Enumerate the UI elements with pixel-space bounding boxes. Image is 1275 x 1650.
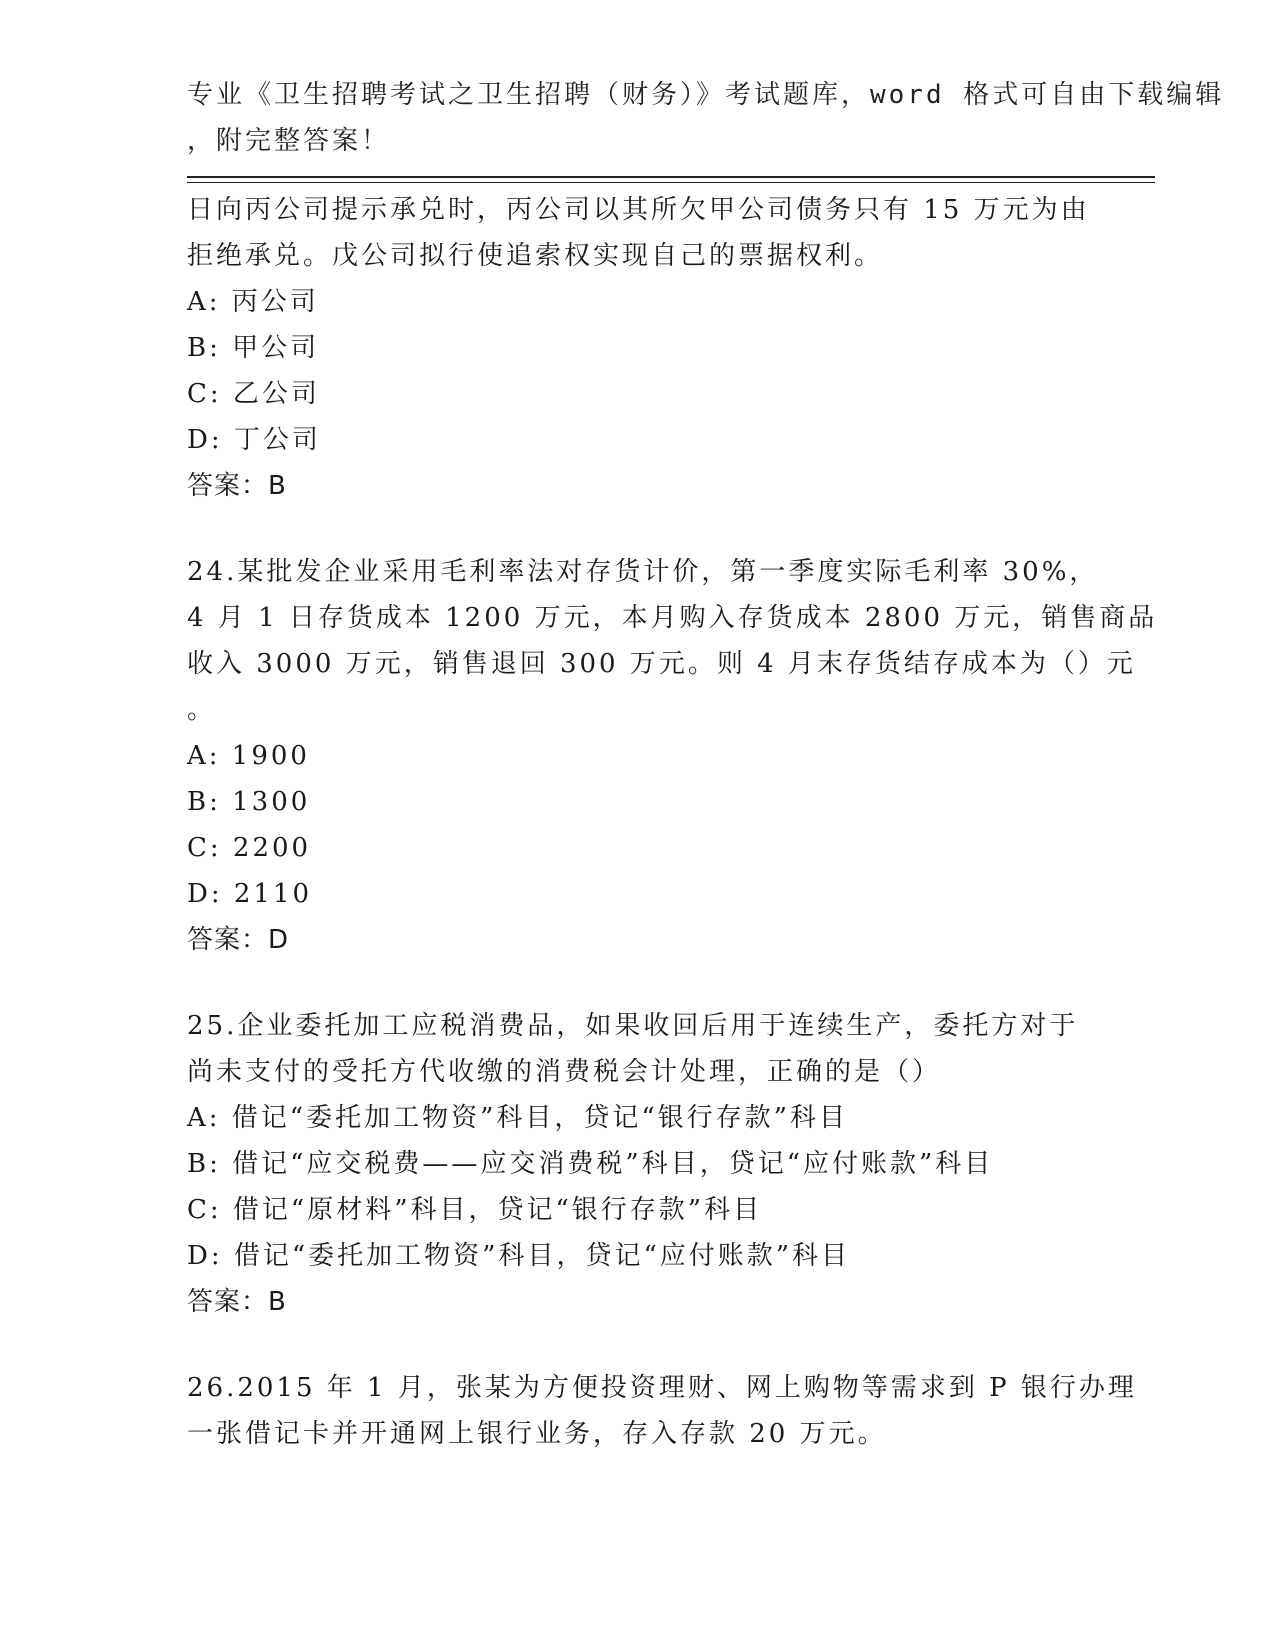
question-24-option-c: C: 2200 (187, 833, 312, 863)
question-spacer (187, 509, 1087, 549)
document-header (187, 72, 1225, 164)
question-23-option-d: D: 丁公司 (187, 425, 321, 455)
question-25 (187, 1003, 1087, 1325)
question-26-line-2: 一张借记卡并开通网上银行业务，存入存款 20 万元。 (187, 1419, 887, 1449)
header-line-1: 专业《卫生招聘考试之卫生招聘（财务）》考试题库，word 格式可自由下载编辑 (187, 80, 1225, 110)
question-23-option-b: B: 甲公司 (187, 333, 320, 363)
question-25-option-a: A: 借记“委托加工物资”科目，贷记“银行存款”科目 (187, 1103, 848, 1133)
question-24 (187, 549, 1158, 963)
question-25-option-d: D: 借记“委托加工物资”科目，贷记“应付账款”科目 (187, 1241, 851, 1271)
question-23-option-a: A: 丙公司 (187, 287, 319, 317)
question-24-line-1: 24.某批发企业采用毛利率法对存货计价，第一季度实际毛利率 30%， (187, 557, 1099, 587)
question-spacer (187, 963, 1087, 1003)
document-body (187, 187, 1158, 1457)
question-25-option-c: C: 借记“原材料”科目，贷记“银行存款”科目 (187, 1195, 763, 1225)
question-23-line-2: 拒绝承兑。戊公司拟行使追索权实现自己的票据权利。 (187, 241, 884, 271)
question-23 (187, 187, 1090, 509)
question-25-line-2: 尚未支付的受托方代收缴的消费税会计处理，正确的是（） (187, 1057, 942, 1087)
question-23-answer: 答案：B (187, 471, 287, 501)
question-25-answer: 答案：B (187, 1287, 287, 1317)
question-24-line-2: 4 月 1 日存货成本 1200 万元，本月购入存货成本 2800 万元，销售商品 (187, 603, 1158, 633)
question-24-option-b: B: 1300 (187, 787, 311, 817)
header-divider-thick (187, 176, 1155, 178)
question-24-line-4: 。 (187, 695, 217, 725)
question-spacer (187, 1325, 1087, 1365)
question-23-line-1: 日向丙公司提示承兑时，丙公司以其所欠甲公司债务只有 15 万元为由 (187, 195, 1090, 225)
question-25-option-b: B: 借记“应交税费——应交消费税”科目，贷记“应付账款”科目 (187, 1149, 994, 1179)
header-line-2: ，附完整答案！ (187, 126, 391, 156)
question-25-line-1: 25.企业委托加工应税消费品，如果收回后用于连续生产，委托方对于 (187, 1011, 1079, 1041)
question-24-option-a: A: 1900 (187, 741, 310, 771)
question-24-option-d: D: 2110 (187, 879, 313, 909)
question-26-line-1: 26.2015 年 1 月，张某为方便投资理财、网上购物等需求到 P 银行办理 (187, 1373, 1137, 1403)
header-divider-thin (187, 182, 1155, 183)
question-23-option-c: C: 乙公司 (187, 379, 320, 409)
question-26 (187, 1365, 1137, 1457)
question-24-line-3: 收入 3000 万元，销售退回 300 万元。则 4 月末存货结存成本为（）元 (187, 649, 1136, 679)
question-24-answer: 答案：D (187, 925, 290, 955)
